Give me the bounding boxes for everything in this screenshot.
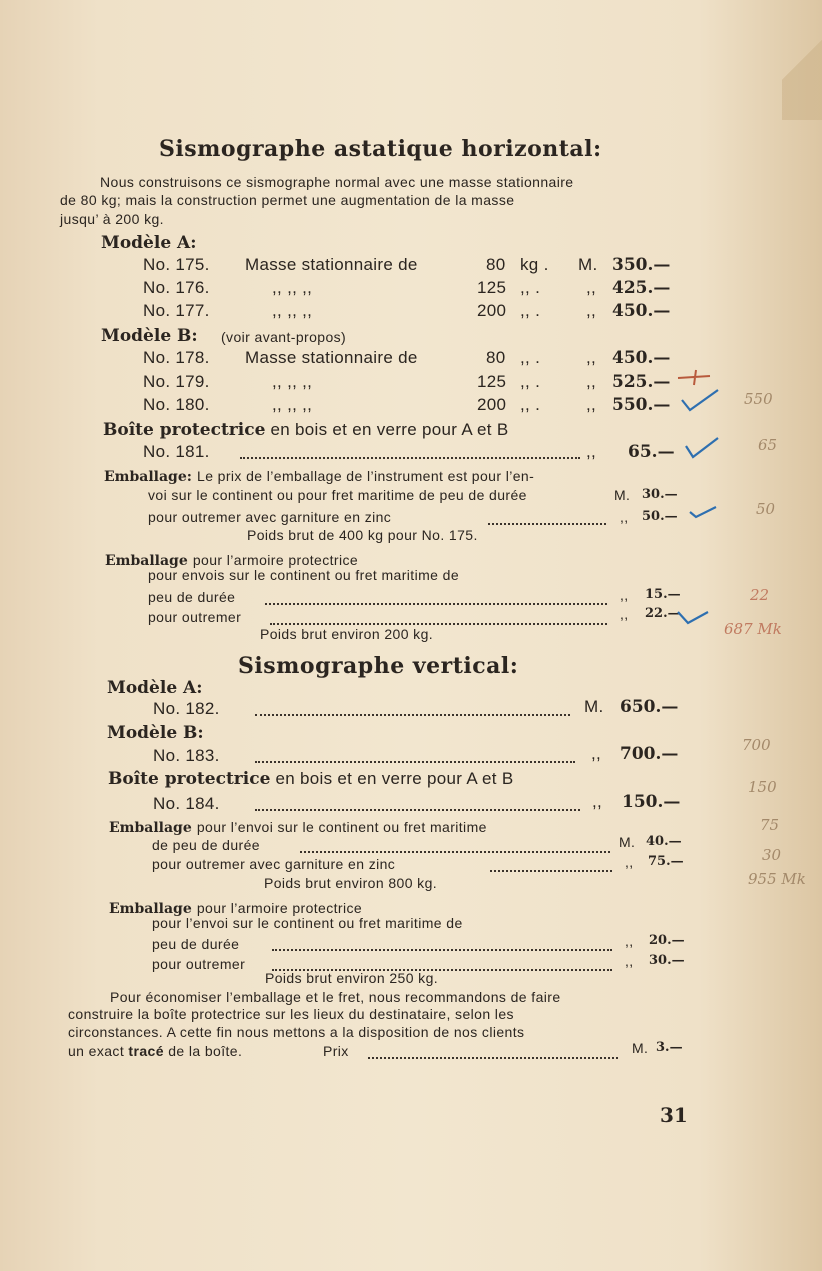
item-price: 22.—	[645, 606, 681, 621]
item-price: 350.—	[612, 255, 671, 275]
emballage-text: peu de durée	[152, 936, 240, 952]
item-price: 450.—	[612, 348, 671, 368]
item-unit: kg .	[520, 255, 549, 274]
handwritten-note: 50	[756, 500, 776, 518]
item-number: No. 184.	[153, 794, 220, 813]
ditto-marks: ,, ,, ,,	[272, 372, 313, 391]
currency: ,,	[625, 854, 634, 870]
item-unit: ,, .	[520, 348, 541, 367]
emballage-text: peu de durée	[148, 589, 236, 605]
boite-heading-rest: en bois et en verre pour A et B	[275, 769, 514, 788]
item-number: No. 178.	[143, 348, 210, 367]
item-price: 65.—	[628, 442, 675, 462]
emballage-text: pour l’armoire protectrice	[192, 552, 359, 568]
leader-dots	[300, 850, 610, 853]
item-number: No. 175.	[143, 255, 210, 274]
weight-note: Poids brut environ 250 kg.	[265, 970, 439, 986]
emballage-line	[104, 466, 534, 485]
leader-dots	[255, 760, 575, 763]
currency: M.	[614, 487, 631, 503]
handwritten-note: 75	[760, 816, 780, 834]
item-description: Masse stationnaire de	[245, 255, 418, 274]
closing-text: de la boîte.	[168, 1043, 243, 1059]
item-price: 50.—	[642, 509, 678, 524]
handwritten-note: 700	[742, 736, 771, 754]
item-mass: 200	[477, 395, 507, 414]
leader-dots	[490, 869, 612, 872]
handwritten-note: 30	[762, 846, 782, 864]
item-price: 40.—	[646, 834, 682, 849]
currency: M.	[584, 697, 604, 716]
emballage-line	[109, 817, 487, 836]
item-mass: 200	[477, 301, 507, 320]
handwritten-note: 955 Mk	[748, 870, 806, 888]
boite-heading	[103, 420, 509, 440]
handwritten-note: 150	[748, 778, 777, 796]
weight-note: Poids brut environ 800 kg.	[264, 875, 438, 891]
boite-heading	[108, 769, 514, 789]
item-number: No. 177.	[143, 301, 210, 320]
check-mark-icon	[676, 606, 710, 626]
currency: ,,	[591, 744, 602, 763]
emballage-text: voi sur le continent ou pour fret maritime de peu de durée	[148, 487, 527, 503]
item-unit: ,, .	[520, 278, 541, 297]
modele-b-heading: Modèle B:	[101, 326, 198, 346]
item-number: No. 180.	[143, 395, 210, 414]
item-price: 550.—	[612, 395, 671, 415]
leader-dots	[255, 713, 570, 716]
currency: ,,	[586, 395, 597, 414]
currency: ,,	[620, 606, 629, 622]
item-mass: 125	[477, 372, 507, 391]
leader-dots	[270, 622, 607, 625]
closing-bold: tracé	[128, 1043, 164, 1059]
emballage-text: de peu de durée	[152, 837, 260, 853]
item-unit: ,, .	[520, 301, 541, 320]
emballage-text: pour outremer avec garniture en zinc	[152, 856, 396, 872]
section-title-horizontal: Sismographe astatique horizontal:	[159, 136, 602, 162]
emballage-text: pour l’armoire protectrice	[196, 900, 363, 916]
item-unit: ,, .	[520, 395, 541, 414]
page-corner-fold	[782, 0, 822, 120]
section-title-vertical: Sismographe vertical:	[238, 653, 519, 679]
currency: M.	[632, 1040, 649, 1056]
item-price: 75.—	[648, 854, 684, 869]
page-number: 31	[660, 1103, 688, 1127]
item-price: 525.—	[612, 372, 671, 392]
item-price: 150.—	[622, 792, 681, 812]
item-price: 3.—	[656, 1040, 683, 1055]
emballage-text: pour l’envoi sur le continent ou fret maritime	[196, 819, 487, 835]
currency: M.	[619, 834, 636, 850]
currency: M.	[578, 255, 598, 274]
closing-line: Pour économiser l’emballage et le fret, nous recommandons de faire	[110, 989, 561, 1005]
item-price: 30.—	[642, 487, 678, 502]
currency: ,,	[586, 372, 597, 391]
modele-a-heading: Modèle A:	[101, 233, 197, 253]
item-price: 700.—	[620, 744, 679, 764]
currency: ,,	[586, 442, 597, 461]
leader-dots	[265, 602, 607, 605]
item-price: 20.—	[649, 933, 685, 948]
item-price: 30.—	[649, 953, 685, 968]
intro-line: Nous construisons ce sismographe normal avec une masse stationnaire	[100, 174, 574, 190]
ditto-marks: ,, ,, ,,	[272, 278, 313, 297]
closing-line	[68, 1043, 242, 1059]
plus-mark-icon	[676, 368, 712, 386]
handwritten-note: 687 Mk	[724, 620, 782, 638]
ditto-marks: ,, ,, ,,	[272, 301, 313, 320]
item-price: 425.—	[612, 278, 671, 298]
item-number: No. 179.	[143, 372, 210, 391]
item-price: 450.—	[612, 301, 671, 321]
closing-prix: Prix	[323, 1043, 349, 1059]
currency: ,,	[620, 509, 629, 525]
check-mark-icon	[684, 436, 720, 460]
emballage-label: Emballage	[105, 553, 188, 569]
item-number: No. 183.	[153, 746, 220, 765]
weight-note: Poids brut environ 200 kg.	[260, 626, 434, 642]
emballage-text: pour outremer avec garniture en zinc	[148, 509, 392, 525]
currency: ,,	[592, 792, 603, 811]
modele-b-heading: Modèle B:	[107, 723, 204, 743]
item-mass: 125	[477, 278, 507, 297]
item-number: No. 182.	[153, 699, 220, 718]
currency: ,,	[620, 587, 629, 603]
closing-text: un exact	[68, 1043, 125, 1059]
item-mass: 80	[486, 348, 506, 367]
weight-note: Poids brut de 400 kg pour No. 175.	[247, 527, 478, 543]
closing-line: circonstances. A cette fin nous mettons a la disposition de nos clients	[68, 1024, 525, 1040]
leader-dots	[488, 522, 606, 525]
closing-line: construire la boîte protectrice sur les lieux du destinataire, selon les	[68, 1006, 514, 1022]
emballage-text: pour outremer	[148, 609, 242, 625]
currency: ,,	[586, 348, 597, 367]
intro-line: de 80 kg; mais la construction permet une augmentation de la masse	[60, 192, 515, 208]
boite-heading-rest: en bois et en verre pour A et B	[270, 420, 509, 439]
handwritten-note: 22	[750, 586, 770, 604]
leader-dots	[368, 1056, 618, 1059]
currency: ,,	[586, 301, 597, 320]
boite-heading-bold: Boîte protectrice	[108, 769, 271, 789]
boite-heading-bold: Boîte protectrice	[103, 420, 266, 440]
emballage-text: Le prix de l’emballage de l’instrument est pour l’en-	[197, 468, 535, 484]
intro-line: jusqu’ à 200 kg.	[60, 211, 164, 227]
check-mark-icon	[688, 504, 718, 520]
emballage-label: Emballage:	[104, 469, 192, 485]
item-mass: 80	[486, 255, 506, 274]
emballage-text: pour outremer	[152, 956, 246, 972]
item-number: No. 181.	[143, 442, 210, 461]
item-price: 650.—	[620, 697, 679, 717]
handwritten-note: 550	[744, 390, 773, 408]
currency: ,,	[625, 933, 634, 949]
emballage-text: pour envois sur le continent ou fret maritime de	[148, 567, 460, 583]
item-unit: ,, .	[520, 372, 541, 391]
currency: ,,	[625, 953, 634, 969]
item-description: Masse stationnaire de	[245, 348, 418, 367]
emballage-label: Emballage	[109, 820, 192, 836]
handwritten-note: 65	[758, 436, 778, 454]
modele-b-note: (voir avant-propos)	[221, 329, 347, 345]
leader-dots	[255, 808, 580, 811]
item-price: 15.—	[645, 587, 681, 602]
emballage-label: Emballage	[109, 901, 192, 917]
item-number: No. 176.	[143, 278, 210, 297]
leader-dots	[272, 948, 612, 951]
emballage-text: pour l’envoi sur le continent ou fret maritime de	[152, 915, 463, 931]
leader-dots	[240, 456, 580, 459]
check-mark-icon	[680, 388, 720, 414]
modele-a-heading: Modèle A:	[107, 678, 203, 698]
ditto-marks: ,, ,, ,,	[272, 395, 313, 414]
currency: ,,	[586, 278, 597, 297]
